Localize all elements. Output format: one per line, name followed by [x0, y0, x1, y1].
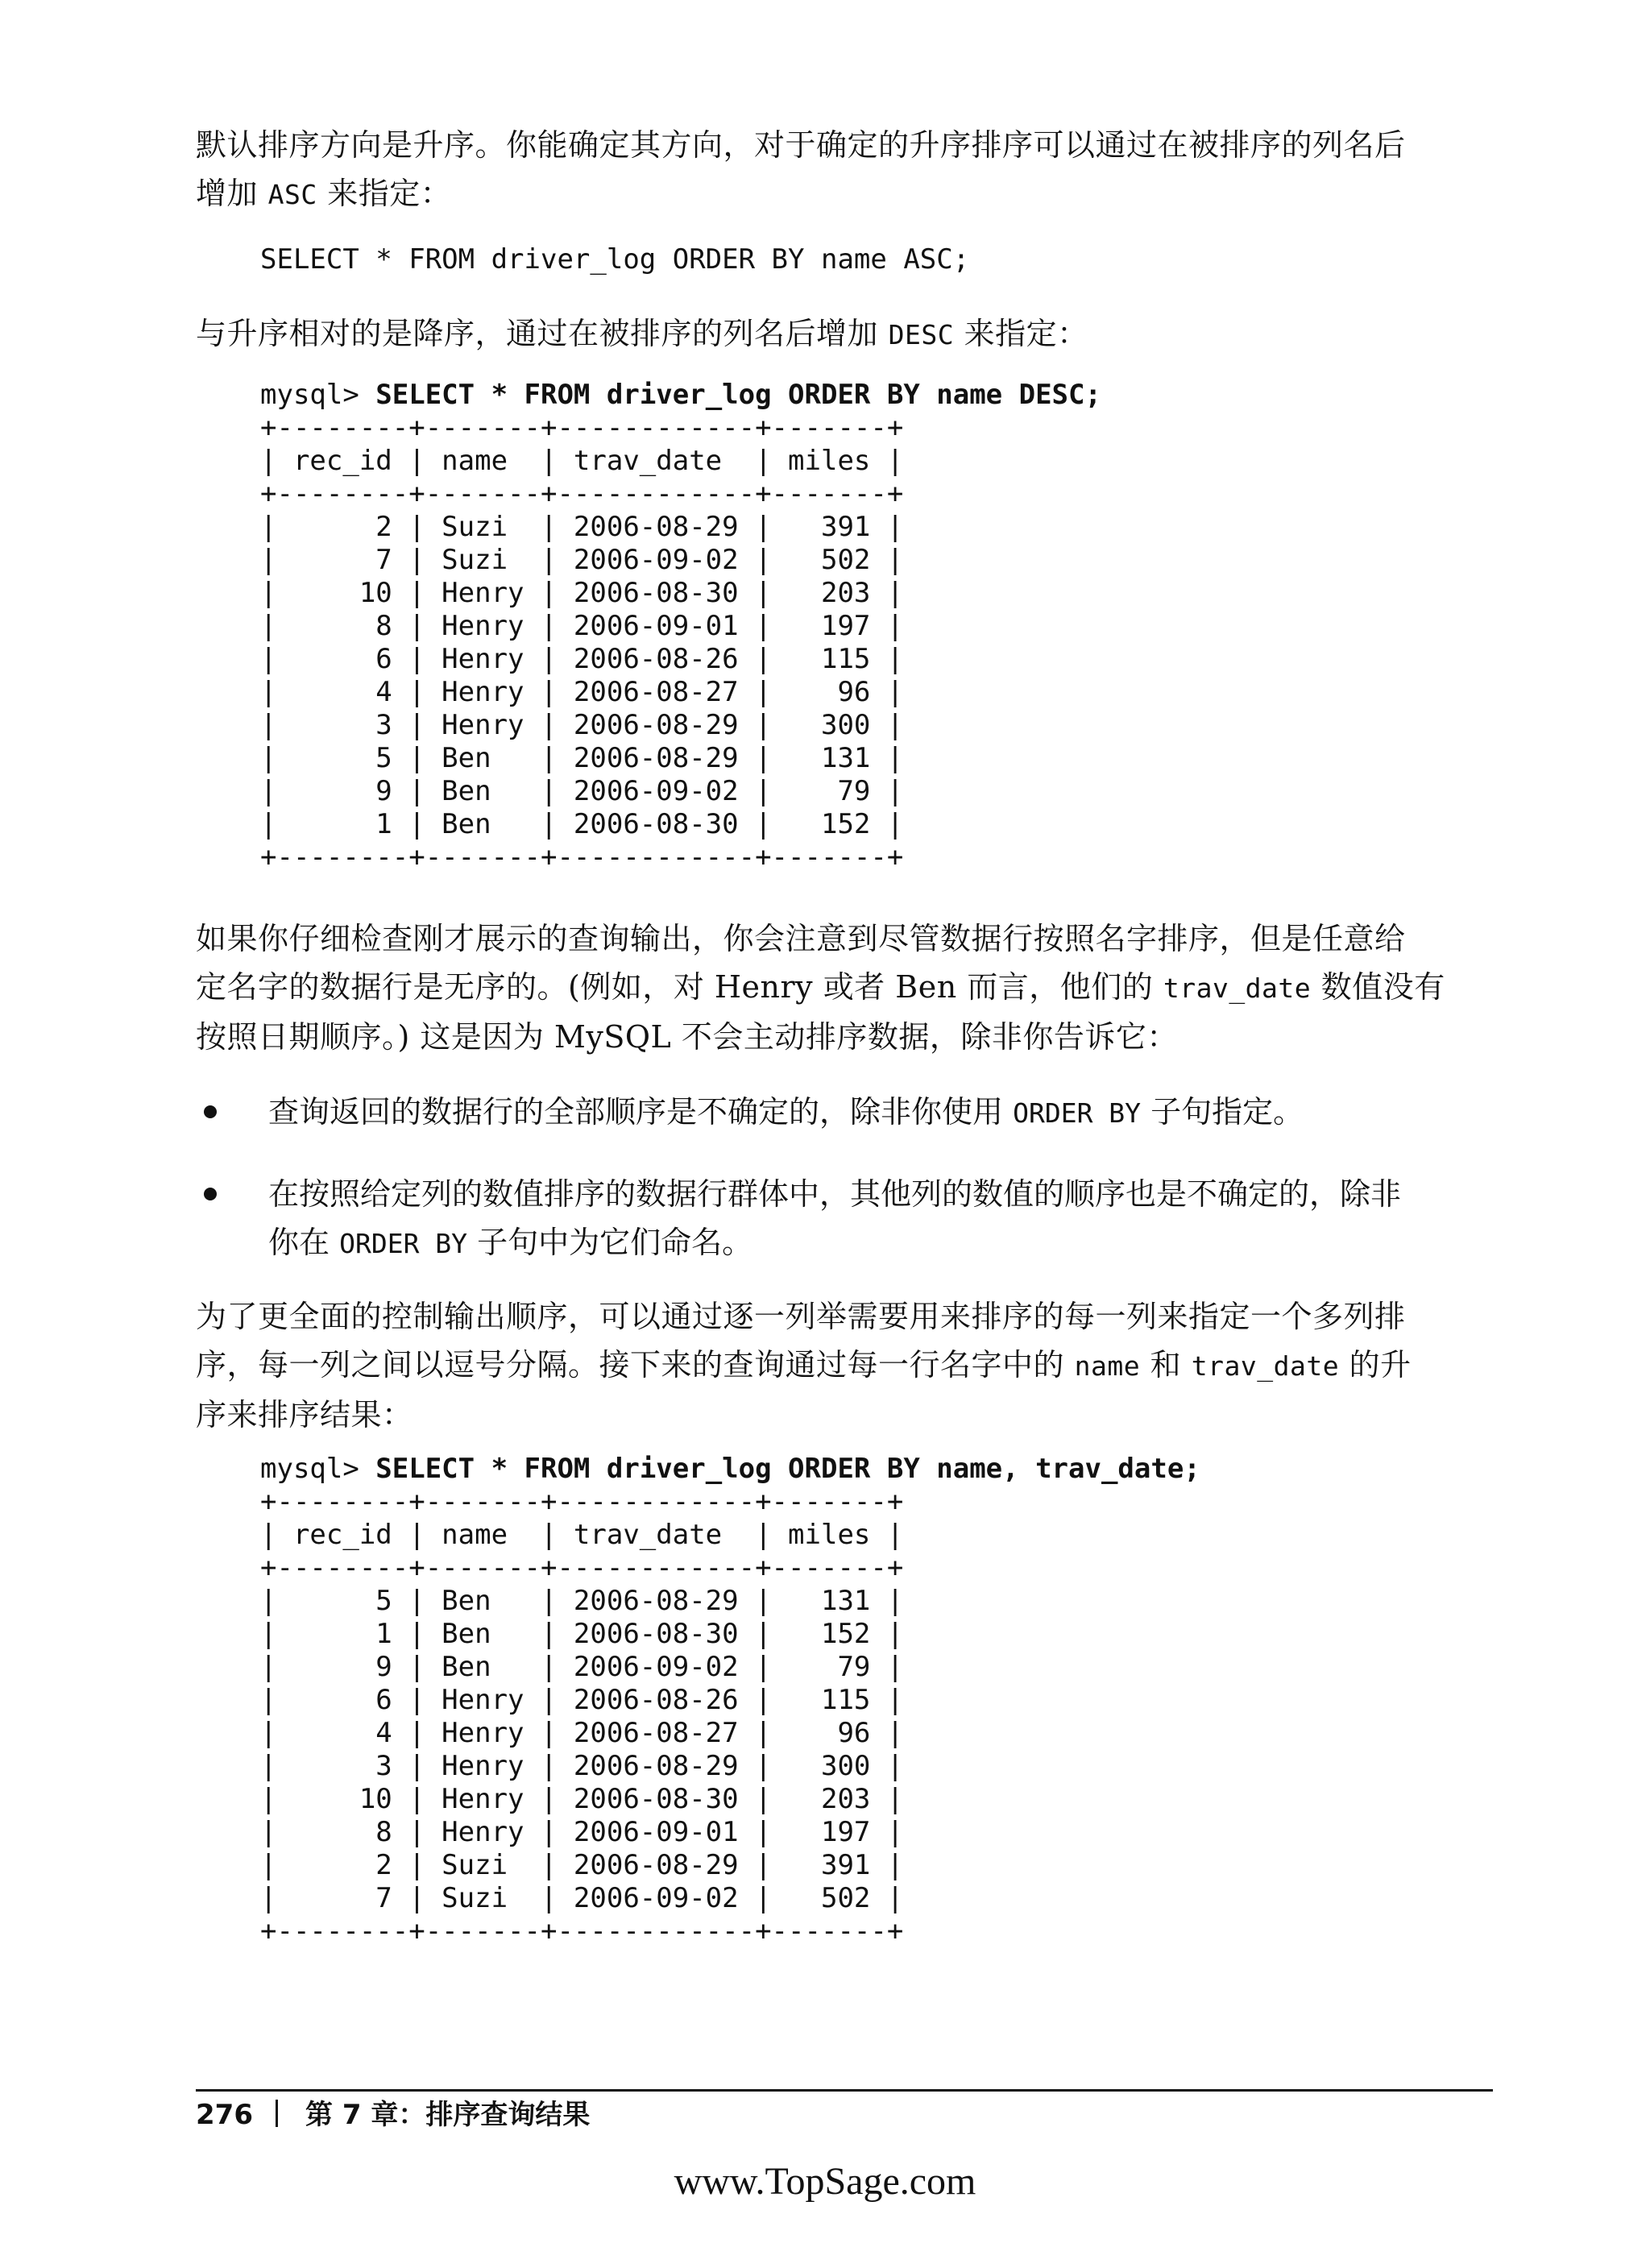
- text-span: 的升: [1339, 1347, 1412, 1383]
- table-header: | rec_id | name | trav_date | miles |: [260, 1519, 904, 1551]
- table-row: | 2 | Suzi | 2006-08-29 | 391 |: [260, 1849, 904, 1881]
- paragraph-line: [196, 963, 1469, 1013]
- paragraph-line: 默认排序方向是升序。你能确定其方向，对于确定的升序排序可以通过在被排序的列名后: [196, 127, 1406, 163]
- paragraph-line: 为了更全面的控制输出顺序，可以通过逐一列举需要用来排序的每一列来指定一个多列排: [196, 1299, 1406, 1334]
- paragraph-line: [196, 1341, 1469, 1391]
- query-line: [260, 379, 1101, 412]
- text-span: 定名字的数据行是无序的。(例如，对 Henry 或者 Ben 而言，他们的: [196, 969, 1163, 1005]
- table-row: | 7 | Suzi | 2006-09-02 | 502 |: [260, 544, 904, 576]
- text-span: 数值没有: [1311, 969, 1445, 1005]
- text-span: 子句指定。: [1141, 1094, 1304, 1130]
- mysql-prompt: mysql>: [260, 379, 376, 411]
- text-span: 序，每一列之间以逗号分隔。接下来的查询通过每一行名字中的: [196, 1347, 1075, 1383]
- query-line: [260, 1453, 1200, 1486]
- table-row: | 1 | Ben | 2006-08-30 | 152 |: [260, 1618, 904, 1650]
- text-span: 与升序相对的是降序，通过在被排序的列名后增加: [196, 316, 889, 351]
- bullet-item: [196, 1088, 1485, 1136]
- text-span: 来指定：: [317, 176, 452, 211]
- page-footer: [196, 2095, 590, 2135]
- paragraph-descending: [196, 309, 1469, 359]
- code-example-asc: [260, 243, 969, 276]
- table-border: +--------+-------+------------+-------+: [260, 841, 904, 873]
- table-border: +--------+-------+------------+-------+: [260, 1486, 904, 1518]
- text-span: 子句中为它们命名。: [467, 1225, 753, 1260]
- table-row: | 1 | Ben | 2006-08-30 | 152 |: [260, 808, 904, 840]
- text-span: 来指定：: [954, 316, 1088, 351]
- watermark-site: www.TopSage.com: [674, 2160, 976, 2203]
- paragraph-line: 序来排序结果：: [196, 1397, 413, 1433]
- text-span: 和: [1140, 1347, 1192, 1383]
- table-header: | rec_id | name | trav_date | miles |: [260, 445, 904, 477]
- chapter-title: 第 7 章：排序查询结果: [305, 2099, 591, 2131]
- table-border: +--------+-------+------------+-------+: [260, 412, 904, 444]
- inline-code: ORDER BY: [1013, 1097, 1142, 1129]
- query-result-desc: [260, 379, 1101, 874]
- footer-separator: [276, 2100, 278, 2127]
- bullet-icon: [204, 1105, 217, 1118]
- sql-statement: SELECT * FROM driver_log ORDER BY name DESC;: [375, 379, 1101, 411]
- bullet-text: [268, 1170, 1401, 1268]
- paragraph-default-order: [196, 121, 1469, 219]
- table-row: | 3 | Henry | 2006-08-29 | 300 |: [260, 709, 904, 741]
- table-row: | 5 | Ben | 2006-08-29 | 131 |: [260, 742, 904, 774]
- table-row: | 5 | Ben | 2006-08-29 | 131 |: [260, 1585, 904, 1617]
- table-row: | 8 | Henry | 2006-09-01 | 197 |: [260, 1816, 904, 1848]
- table-row: | 10 | Henry | 2006-08-30 | 203 |: [260, 1783, 904, 1815]
- table-border: +--------+-------+------------+-------+: [260, 1552, 904, 1584]
- bullet-text: [268, 1088, 1304, 1138]
- paragraph-line: 在按照给定列的数值排序的数据行群体中，其他列的数值的顺序也是不确定的，除非: [268, 1176, 1402, 1212]
- table-row: | 9 | Ben | 2006-09-02 | 79 |: [260, 775, 904, 807]
- table-row: | 3 | Henry | 2006-08-29 | 300 |: [260, 1750, 904, 1782]
- inline-code: DESC: [888, 319, 955, 350]
- table-border: +--------+-------+------------+-------+: [260, 478, 904, 510]
- table-row: | 6 | Henry | 2006-08-26 | 115 |: [260, 1684, 904, 1716]
- text-span: 你在: [268, 1225, 340, 1260]
- table-row: | 6 | Henry | 2006-08-26 | 115 |: [260, 643, 904, 675]
- paragraph-line: [196, 169, 1469, 219]
- footer-divider: [196, 2089, 1493, 2092]
- inline-code: trav_date: [1191, 1350, 1340, 1382]
- inline-code: trav_date: [1163, 972, 1312, 1004]
- paragraph-line: 按照日期顺序。) 这是因为 MySQL 不会主动排序数据，除非你告诉它：: [196, 1019, 1178, 1055]
- table-row: | 9 | Ben | 2006-09-02 | 79 |: [260, 1651, 904, 1683]
- inline-code: name: [1074, 1350, 1141, 1382]
- paragraph-explanation: [196, 914, 1469, 1061]
- text-span: 查询返回的数据行的全部顺序是不确定的，除非你使用: [268, 1094, 1014, 1130]
- query-result-multi: [260, 1453, 1200, 1948]
- inline-code: ASC: [267, 179, 317, 210]
- table-border: +--------+-------+------------+-------+: [260, 1915, 904, 1947]
- bullet-item: [196, 1170, 1485, 1267]
- text-span: 增加: [196, 176, 268, 211]
- paragraph-multi-column: [196, 1292, 1469, 1439]
- sql-statement: SELECT * FROM driver_log ORDER BY name, trav_date;: [375, 1453, 1200, 1485]
- code-line: SELECT * FROM driver_log ORDER BY name ASC;: [260, 243, 970, 276]
- table-row: | 10 | Henry | 2006-08-30 | 203 |: [260, 577, 904, 609]
- page-number: 276: [196, 2099, 253, 2131]
- paragraph-line: [196, 309, 1469, 359]
- paragraph-line: 如果你仔细检查刚才展示的查询输出，你会注意到尽管数据行按照名字排序，但是任意给: [196, 921, 1406, 956]
- table-row: | 2 | Suzi | 2006-08-29 | 391 |: [260, 511, 904, 543]
- inline-code: ORDER BY: [339, 1228, 468, 1259]
- table-row: | 4 | Henry | 2006-08-27 | 96 |: [260, 1717, 904, 1749]
- bullet-icon: [204, 1188, 217, 1200]
- table-row: | 7 | Suzi | 2006-09-02 | 502 |: [260, 1882, 904, 1914]
- table-row: | 4 | Henry | 2006-08-27 | 96 |: [260, 676, 904, 708]
- mysql-prompt: mysql>: [260, 1453, 376, 1485]
- table-row: | 8 | Henry | 2006-09-01 | 197 |: [260, 610, 904, 642]
